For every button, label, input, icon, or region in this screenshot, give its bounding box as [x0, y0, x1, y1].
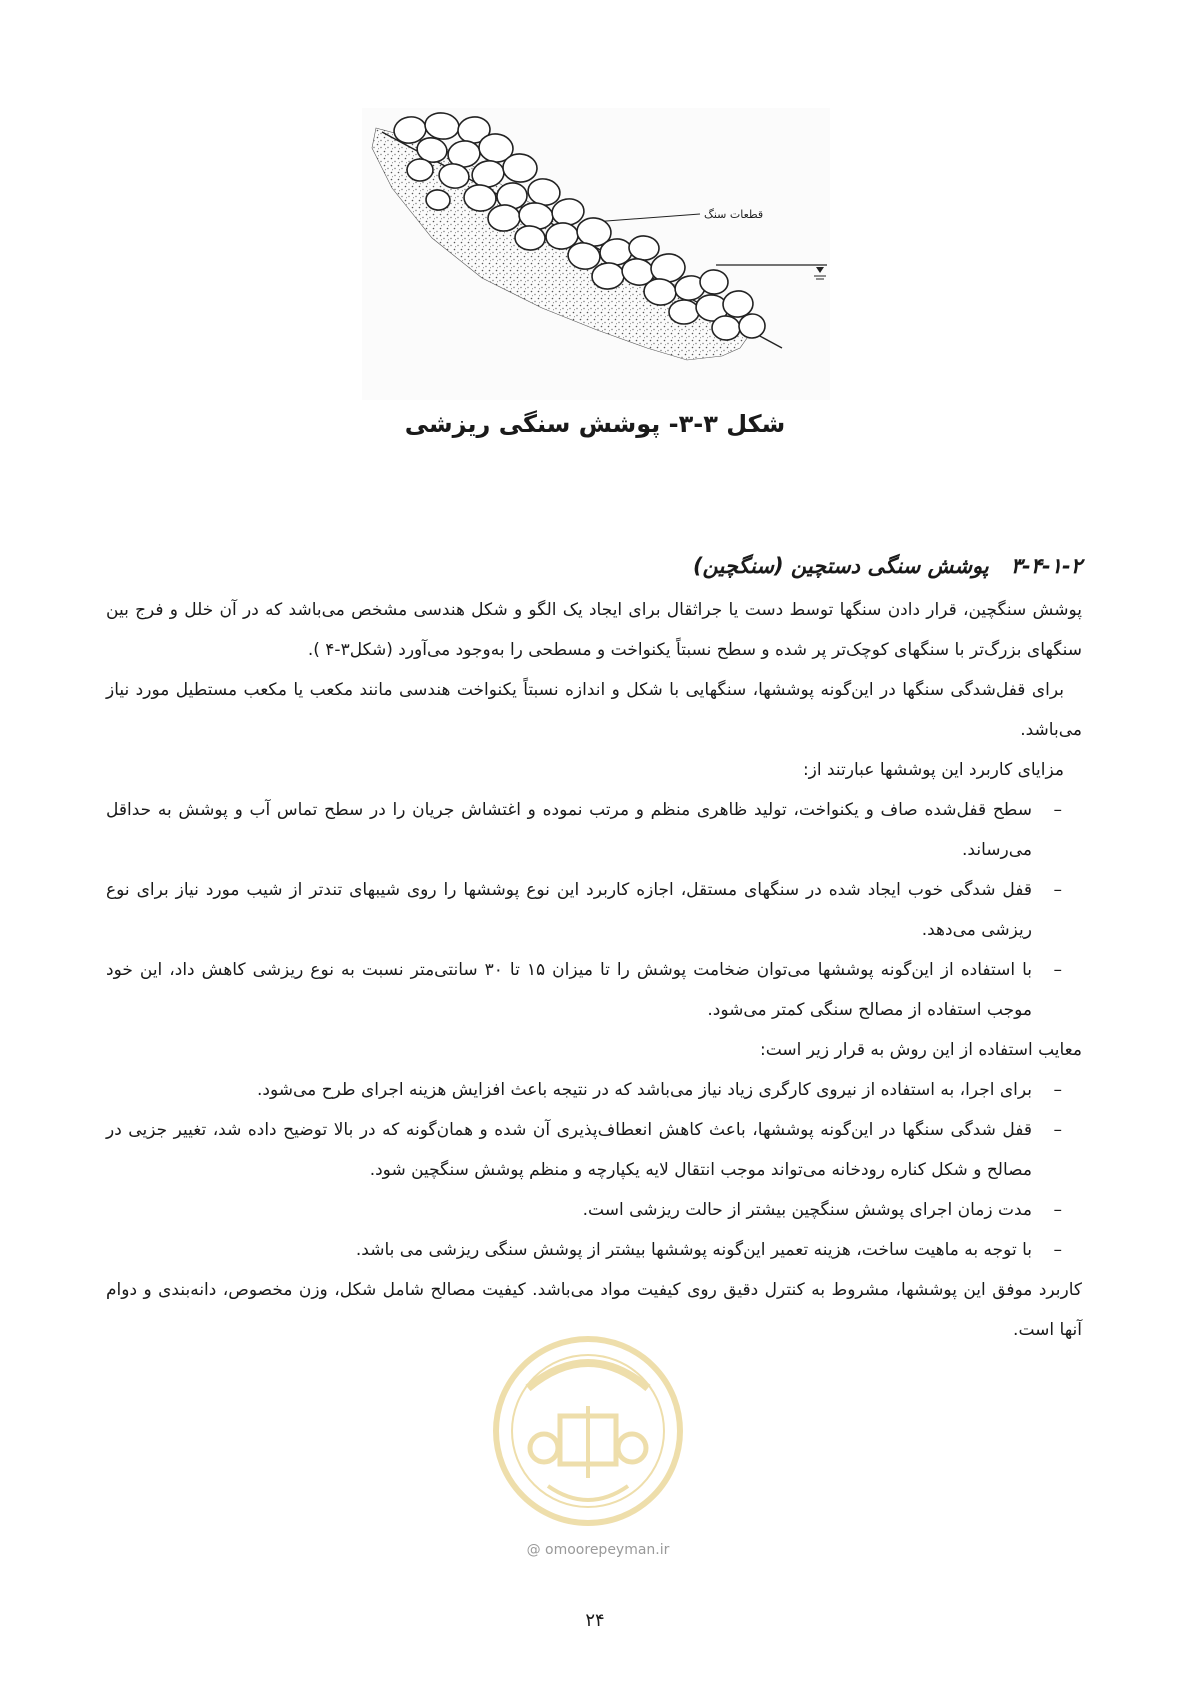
list-item-text: با توجه به ماهیت ساخت، هزینه تعمیر این‌گونه پوششها بیشتر از پوشش سنگی ریزشی می باشد.: [355, 1240, 1032, 1260]
list-item: [106, 1190, 1082, 1230]
list-item-text: قفل شدگی خوب ایجاد شده در سنگهای مستقل، اجازه کاربرد این نوع پوششها را روی شیبهای تندتر از شیب مورد نیاز برای نوع ریزشی می‌دهد.: [106, 880, 1032, 940]
watermark-url: @ omoorepeyman.ir: [526, 1542, 670, 1558]
figure-caption: شکل ۳-۳- پوشش سنگی ریزشی: [404, 410, 786, 438]
riprap-drawing: [362, 108, 830, 400]
list-dash: –: [1053, 880, 1062, 900]
stone-piece: [738, 313, 766, 339]
stone-piece: [502, 153, 538, 183]
paragraph-intro: پوشش سنگچین، قرار دادن سنگها توسط دست یا جراثقال برای ایجاد یک الگو و شکل هندسی مشخص می‌باشد که در آن خلل و فرج بین سنگهای بزرگ‌تر با سنگهای کوچک‌تر پر شده و سطح نسبتاً یکنواخت و مسطحی را به‌وجود می‌آورد (شکل۳-۴ ).: [106, 600, 1082, 660]
section-heading: [122, 546, 1082, 586]
paragraph-closing: کاربرد موفق این پوششها، مشروط به کنترل دقیق روی کیفیت مواد می‌باشد. کیفیت مصالح شامل شکل، وزن مخصوص، دانه‌بندی و دوام آنها است.: [106, 1280, 1082, 1340]
list-item-text: با استفاده از این‌گونه پوششها می‌توان ضخامت پوشش را تا میزان ۱۵ تا ۳۰ سانتی‌متر نسبت به نوع ریزشی کاهش داد، این خود موجب استفاده از مصالح سنگی کمتر می‌شود.: [106, 960, 1032, 1020]
paragraph-interlocking: برای قفل‌شدگی سنگها در این‌گونه پوششها، سنگهایی با شکل و اندازه نسبتاً یکنواخت هندسی مانند مکعب یا مکعب مستطیل مورد نیاز می‌باشد.: [106, 680, 1082, 740]
list-dash: –: [1053, 800, 1062, 820]
list-item-text: مدت زمان اجرای پوشش سنگچین بیشتر از حالت ریزشی است.: [582, 1200, 1032, 1220]
disadvantages-list: [106, 1070, 1082, 1270]
list-item: [106, 1070, 1082, 1110]
stone-piece: [423, 111, 460, 141]
page-number: ۲۴: [585, 1610, 605, 1631]
watermark-logo: [488, 1318, 688, 1544]
disadvantages-intro: معایب استفاده از این روش به قرار زیر است:: [760, 1040, 1082, 1060]
stone-piece: [669, 300, 699, 324]
list-dash: –: [1053, 1200, 1062, 1220]
list-item-text: سطح قفل‌شده صاف و یکنواخت، تولید ظاهری منظم و مرتب نموده و اغتشاش جریان را در سطح تماس آب و پوشش به حداقل می‌رساند.: [106, 800, 1032, 860]
list-item: [106, 870, 1082, 950]
body-text: [106, 590, 1082, 1350]
water-level-symbol: [814, 267, 826, 279]
list-item-text: قفل شدگی سنگها در این‌گونه پوششها، باعث کاهش انعطاف‌پذیری آن شده و همان‌گونه که در بالا توضیح داده شد، تغییر جزیی در مصالح و شکل کناره رودخانه می‌تواند موجب انتقال لایه یکپارچه و منظم پوشش سنگچین شود.: [106, 1120, 1032, 1180]
riprap-figure: [362, 108, 830, 400]
section-number: ۳-۴-۱-۲: [1010, 554, 1082, 578]
stone-piece: [407, 159, 433, 181]
list-dash: –: [1053, 1120, 1062, 1140]
list-dash: –: [1053, 1240, 1062, 1260]
section-title: پوشش سنگی دستچین (سنگچین): [692, 554, 989, 578]
stone-piece: [628, 235, 660, 261]
list-item: [106, 790, 1082, 870]
list-item: [106, 950, 1082, 1030]
advantages-list: [106, 790, 1082, 1030]
list-item: [106, 1230, 1082, 1270]
list-dash: –: [1053, 1080, 1062, 1100]
list-item: [106, 1110, 1082, 1190]
list-dash: –: [1053, 960, 1062, 980]
advantages-intro: مزایای کاربرد این پوششها عبارتند از:: [802, 760, 1064, 780]
stone-label: قطعات سنگ: [704, 208, 764, 221]
list-item-text: برای اجرا، به استفاده از نیروی کارگری زیاد نیاز می‌باشد که در نتیجه باعث افزایش هزینه اجرای طرح می‌شود.: [257, 1080, 1032, 1100]
watermark-url-text: omoorepeyman.ir: [545, 1542, 670, 1558]
